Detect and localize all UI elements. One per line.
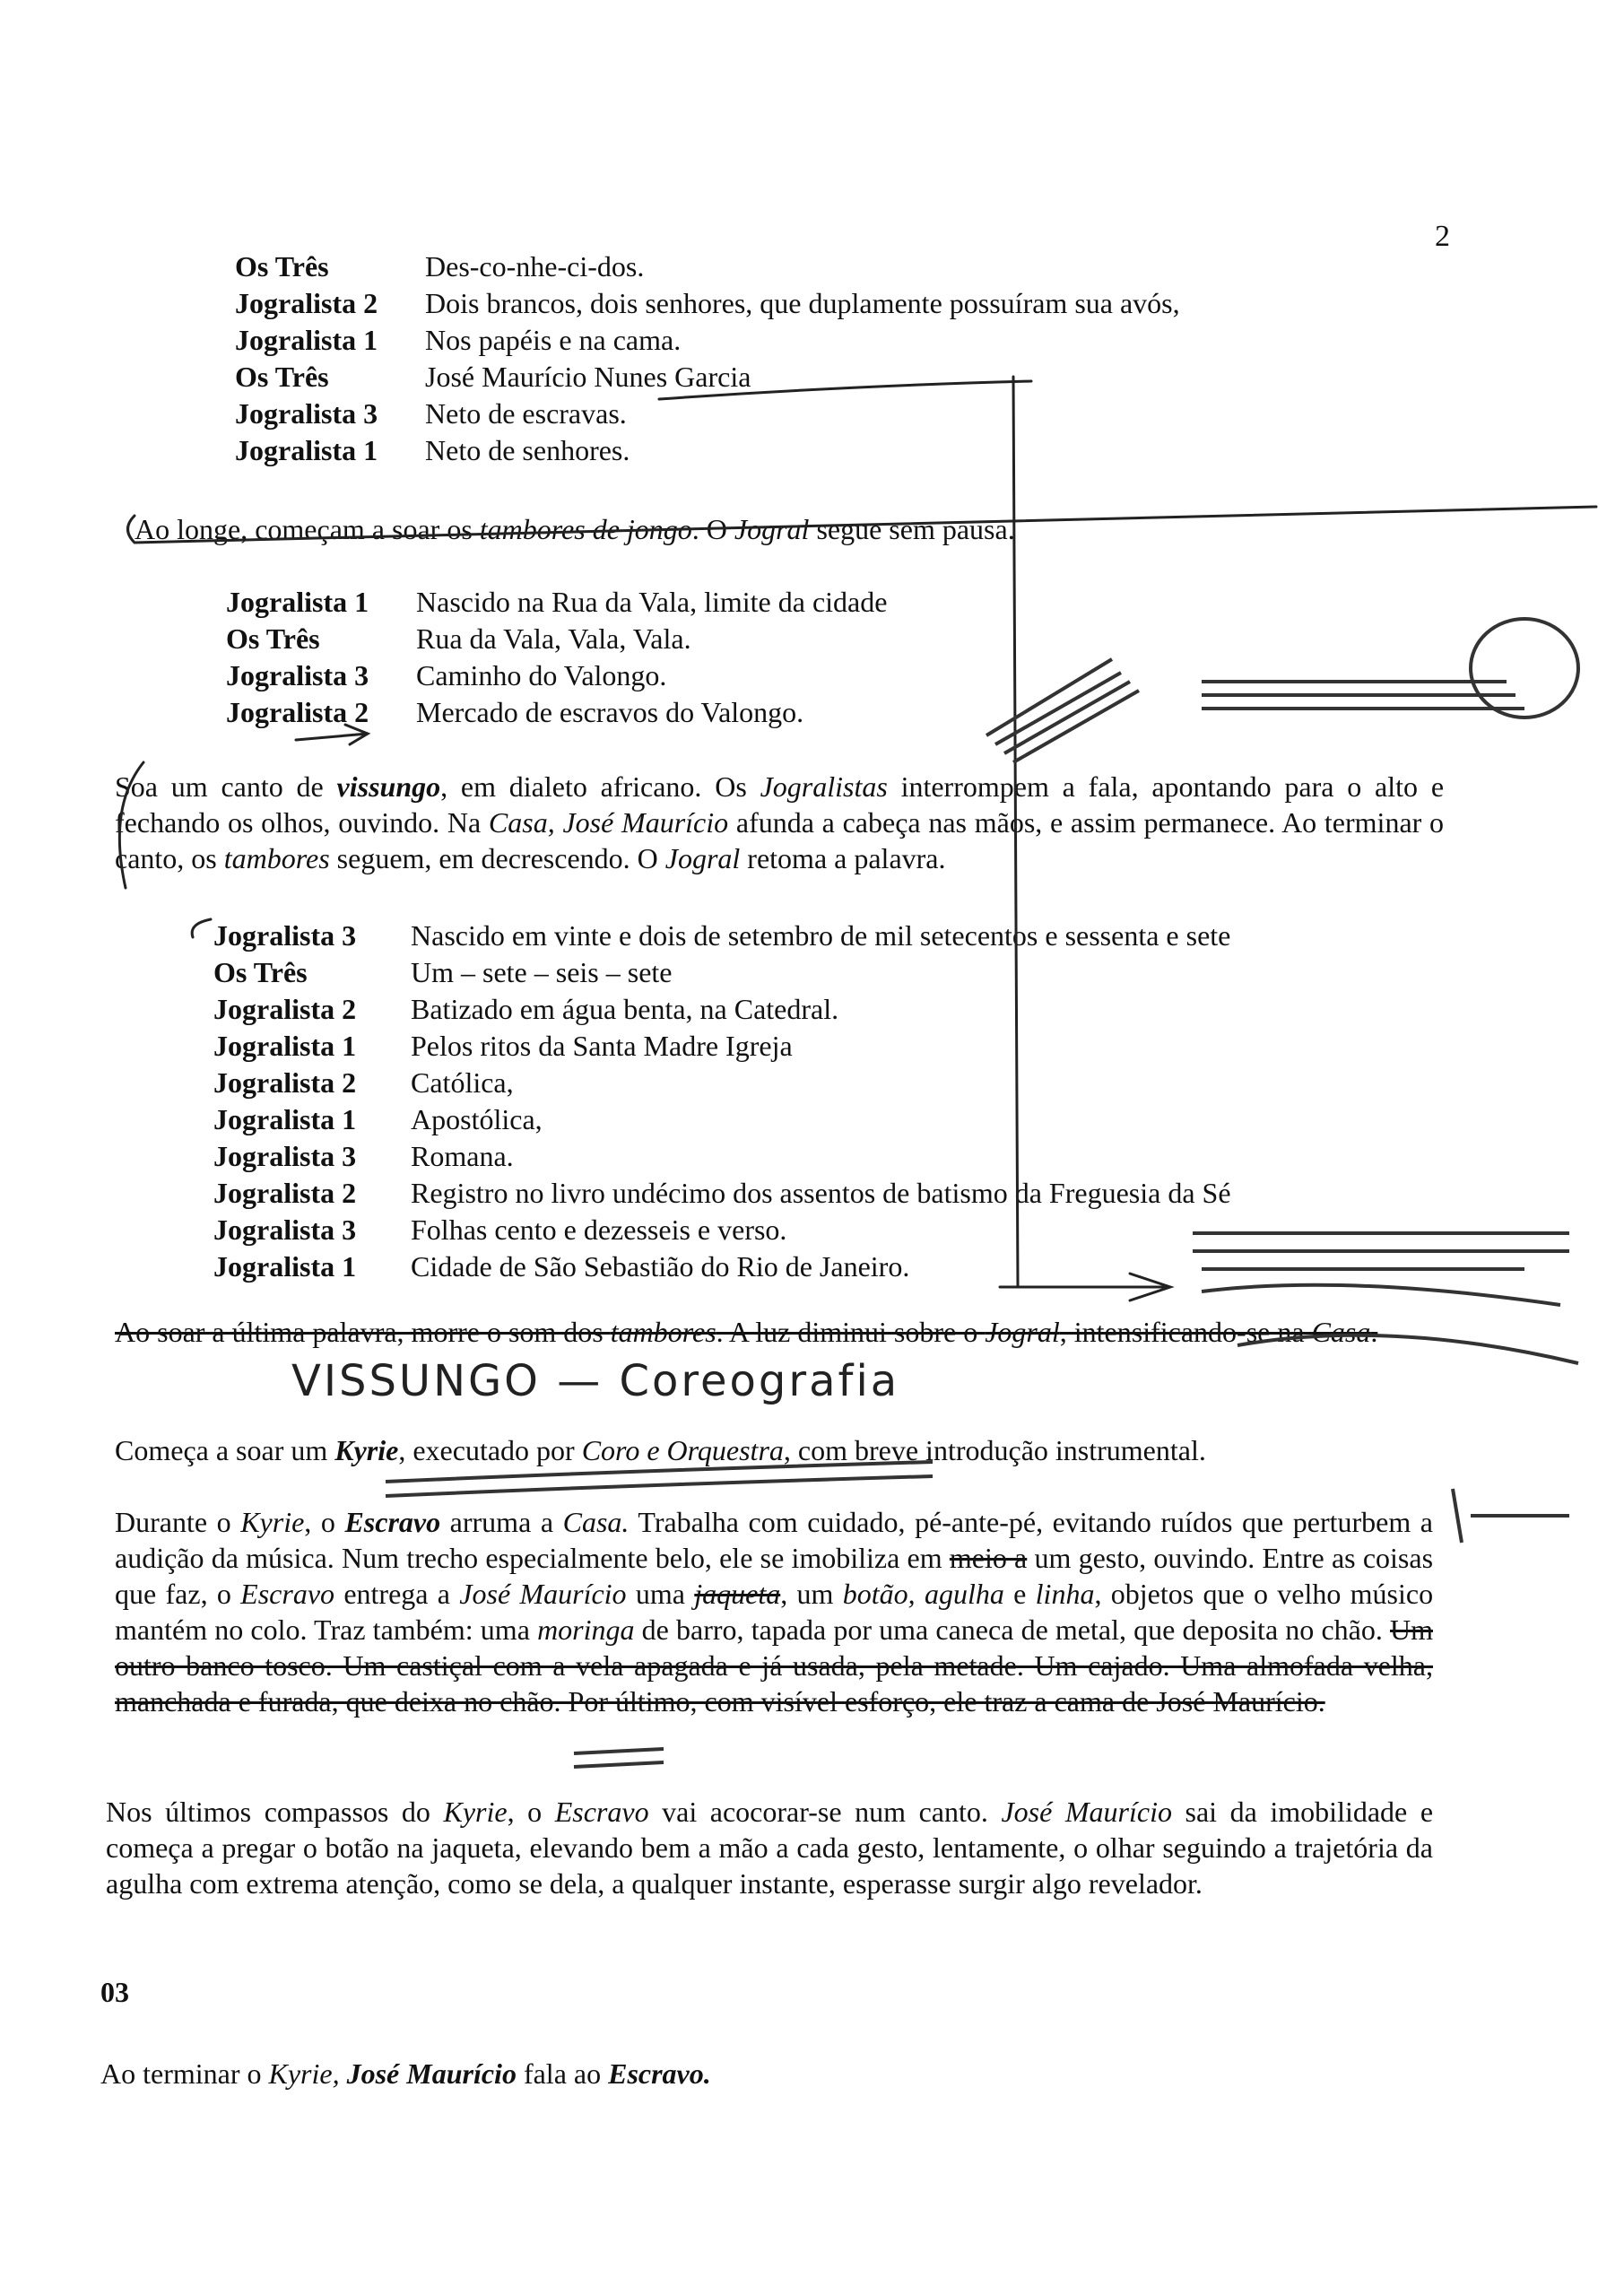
direction-text: seguem, em decrescendo. O — [329, 842, 665, 874]
direction-italic: Kyrie — [443, 1796, 508, 1828]
direction-text: Nos últimos compassos do — [106, 1796, 444, 1828]
direction-bold-italic: Escravo. — [608, 2057, 711, 2090]
direction-italic: tambores de jongo — [479, 513, 692, 545]
direction-bold-italic: Escravo — [344, 1506, 441, 1538]
speech-text: José Maurício Nunes Garcia — [425, 361, 751, 393]
speaker-name: Jogralista 3 — [213, 1213, 357, 1246]
speech-text: Neto de senhores. — [425, 434, 630, 466]
direction-text: vai acocorar-se num canto. — [648, 1796, 1002, 1828]
speaker-name: Jogralista 3 — [213, 919, 357, 952]
speaker-name: Jogralista 2 — [226, 696, 369, 728]
speaker-name: Jogralista 2 — [213, 993, 357, 1025]
speech-text: Dois brancos, dois senhores, que duplamente possuíram sua avós, — [425, 287, 1180, 319]
direction-italic: Coro e Orquestra — [581, 1434, 784, 1466]
direction-italic: Kyrie, — [268, 2057, 347, 2090]
speaker-name: Os Três — [226, 622, 320, 655]
speaker-name: Jogralista 2 — [235, 287, 378, 319]
margin-vertical-line — [1013, 377, 1018, 1287]
speech-text: Nos papéis e na cama. — [425, 324, 682, 356]
direction-text: interrompem a fala, apontando para o alto e fechando os olhos, ouvindo. Na — [115, 770, 1445, 839]
direction-text: Começa a soar um — [115, 1434, 335, 1466]
direction-italic: tambores — [223, 842, 330, 874]
direction-text: . A luz diminui sobre o — [716, 1316, 986, 1348]
direction-italic: tambores — [610, 1316, 716, 1348]
speaker-name: Jogralista 2 — [213, 1066, 357, 1099]
direction-italic: Jogralistas — [760, 770, 888, 803]
direction-italic: Casa. — [562, 1506, 630, 1538]
direction-bold-italic: vissungo — [336, 770, 441, 803]
direction-text: um gesto, ouvindo. Entre as coisas que faz, o — [115, 1542, 1434, 1610]
speech-text: Mercado de escravos do Valongo. — [416, 696, 804, 728]
direction-text: , um — [780, 1578, 843, 1610]
direction-italic: botão, agulha — [842, 1578, 1004, 1610]
speaker-name: Jogralista 3 — [235, 397, 378, 430]
direction-struck: meio a — [949, 1542, 1028, 1574]
direction-text: arruma a — [440, 1506, 563, 1538]
direction-text: , com breve introdução instrumental. — [783, 1434, 1206, 1466]
bracket-direction-1 — [128, 507, 1597, 543]
speech-text: Registro no livro undécimo dos assentos de batismo da Freguesia da Sé — [411, 1177, 1231, 1209]
scribble-right-2 — [1202, 1285, 1578, 1363]
speaker-name: Jogralista 1 — [213, 1103, 357, 1135]
direction-text: entrega a — [334, 1578, 460, 1610]
bracket-direction-2 — [119, 762, 143, 888]
direction-struck: Um outro banco tosco. Um castiçal com a vela apagada e já usada, pela metade. Um cajado. Uma almofada velha, manchada e furada, que deixa no chão. Por último, com visível esforço, ele traz a cama de José Maurício. — [115, 1613, 1434, 1718]
direction-text: Trabalha com cuidado, pé-ante-pé, evitando ruídos que perturbem a audição da música. Num trecho especialmente belo, ele se imobiliza em — [115, 1506, 1434, 1574]
speech-text: Des-co-nhe-ci-dos. — [425, 250, 645, 283]
handwritten-note: VISSUNGO — Coreografia — [291, 1356, 900, 1406]
direction-bold-italic: José Maurício — [346, 2057, 517, 2090]
speech-text: Católica, — [411, 1066, 514, 1099]
speaker-name: Jogralista 2 — [213, 1177, 357, 1209]
direction-text: Ao terminar o — [100, 2057, 269, 2090]
speaker-name: Jogralista 3 — [226, 659, 369, 691]
direction-text: Durante o — [115, 1506, 241, 1538]
speech-text: Nascido em vinte e dois de setembro de mil setecentos e sessenta e sete — [411, 919, 1231, 952]
direction-text: e — [1003, 1578, 1036, 1610]
direction-text: , em dialeto africano. Os — [440, 770, 760, 803]
direction-text: afunda a cabeça nas mãos, e assim permanece. Ao terminar o canto, os — [115, 806, 1445, 874]
direction-text: de barro, tapada por uma caneca de metal, que deposita no chão. — [634, 1613, 1391, 1646]
speaker-name: Jogralista 1 — [235, 434, 378, 466]
direction-italic: linha — [1035, 1578, 1095, 1610]
speech-text: Apostólica, — [411, 1103, 543, 1135]
scribble-bottom — [574, 1749, 664, 1767]
speaker-name: Os Três — [235, 250, 329, 283]
speech-text: Pelos ritos da Santa Madre Igreja — [411, 1030, 793, 1062]
direction-italic: Casa, José Maurício — [488, 806, 729, 839]
pointer-arrow — [1000, 1274, 1170, 1300]
direction-text: Ao soar a última palavra, morre o som dos — [115, 1316, 611, 1348]
direction-text: , executado por — [398, 1434, 582, 1466]
speech-text: Cidade de São Sebastião do Rio de Janeiro. — [411, 1250, 910, 1283]
direction-text: , o — [304, 1506, 345, 1538]
curl-mark — [192, 919, 211, 937]
direction-text: uma — [626, 1578, 695, 1610]
scribble-top-right — [986, 659, 1524, 762]
speaker-name: Os Três — [213, 956, 308, 988]
page-number: 2 — [1435, 220, 1450, 253]
speaker-name: Os Três — [235, 361, 329, 393]
arrow-mark — [296, 725, 368, 744]
direction-italic: Escravo — [554, 1796, 649, 1828]
speaker-name: Jogralista 1 — [213, 1250, 357, 1283]
direction-bold-italic: Kyrie — [334, 1434, 399, 1466]
direction-text: Soa um canto de — [115, 770, 337, 803]
direction-text: fala ao — [516, 2057, 609, 2090]
direction-text: sai da imobilidade e começa a pregar o botão na jaqueta, elevando bem a mão a cada gesto, lentamente, o olhar seguindo a trajetória da agulha com extrema atenção, como se dela, a qualquer instante, esperasse surgir algo revelador. — [106, 1796, 1434, 1900]
direction-text: , o — [507, 1796, 555, 1828]
direction-struck: jaqueta — [694, 1578, 781, 1610]
scribble-margin-right — [1453, 1489, 1569, 1543]
direction-text: segue sem pausa. — [809, 513, 1015, 545]
section-number: 03 — [100, 1976, 129, 2008]
scribble-right-1 — [1193, 1233, 1569, 1269]
direction-text: . O — [691, 513, 734, 545]
direction-italic: moringa — [537, 1613, 635, 1646]
speech-text: Folhas cento e dezesseis e verso. — [411, 1213, 787, 1246]
direction-text: Ao longe, começam a soar os — [135, 513, 480, 545]
direction-italic: Kyrie — [240, 1506, 305, 1538]
speech-text: Um – sete – seis – sete — [411, 956, 673, 988]
speech-text: Caminho do Valongo. — [416, 659, 667, 691]
underline-garcia — [659, 381, 1031, 399]
speech-text: Neto de escravas. — [425, 397, 627, 430]
direction-italic: Jogral — [985, 1316, 1060, 1348]
speech-text: Rua da Vala, Vala, Vala. — [416, 622, 691, 655]
speaker-name: Jogralista 1 — [213, 1030, 357, 1062]
speech-text: Batizado em água benta, na Catedral. — [411, 993, 839, 1025]
direction-italic: José Maurício — [459, 1578, 627, 1610]
direction-text: , intensificando-se na — [1059, 1316, 1312, 1348]
speech-text: Romana. — [411, 1140, 514, 1172]
direction-italic: Escravo — [240, 1578, 335, 1610]
direction-text: retoma a palavra. — [740, 842, 946, 874]
speaker-name: Jogralista 3 — [213, 1140, 357, 1172]
scribble-kyrie-note — [386, 1462, 933, 1496]
circled-mark — [1471, 619, 1578, 718]
direction-text: . — [1370, 1316, 1378, 1348]
direction-text: , objetos que o velho músico mantém no colo. Traz também: uma — [115, 1578, 1434, 1646]
speaker-name: Jogralista 1 — [226, 586, 369, 618]
direction-italic: Jogral — [664, 842, 741, 874]
speaker-name: Jogralista 1 — [235, 324, 378, 356]
direction-italic: Jogral — [734, 513, 810, 545]
direction-italic: José Maurício — [1001, 1796, 1172, 1828]
direction-italic: Casa — [1311, 1316, 1371, 1348]
speech-text: Nascido na Rua da Vala, limite da cidade — [416, 586, 888, 618]
